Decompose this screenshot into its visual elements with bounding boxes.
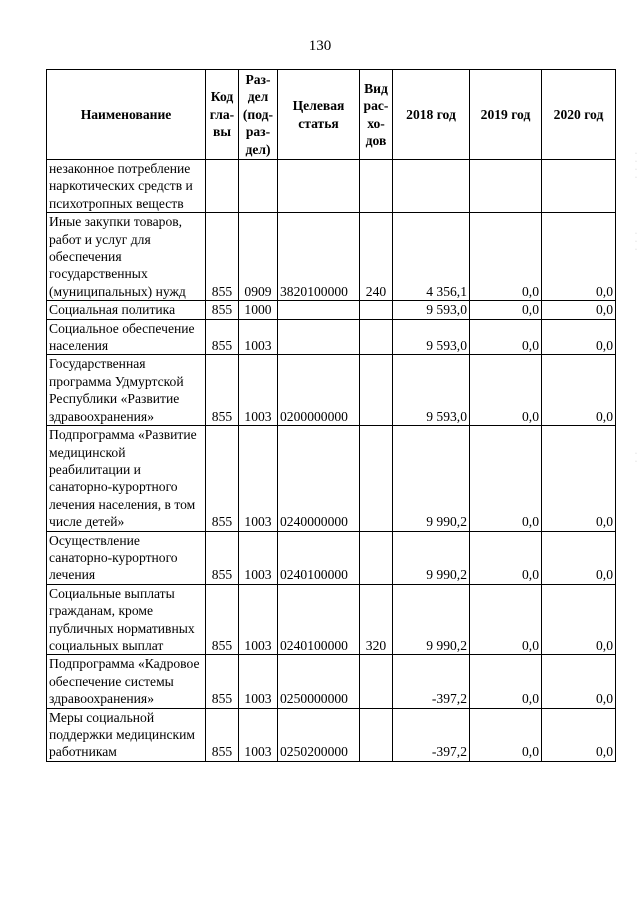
row-name: Подпрограмма «Развитие медицинской реабилитации и санаторно-курортного лечения населения, в том числе детей» [47, 426, 206, 531]
table-row [47, 355, 616, 426]
row-code: 855 [206, 355, 239, 426]
row-code: 855 [206, 319, 239, 355]
row-2020: 0,0 [542, 355, 616, 426]
row-2020: 0,0 [542, 655, 616, 708]
row-2019: 0,0 [470, 355, 542, 426]
row-2020: 0,0 [542, 213, 616, 301]
row-2018: 9 593,0 [393, 355, 470, 426]
table-row [47, 160, 616, 213]
row-code: 855 [206, 708, 239, 761]
row-kind [360, 355, 393, 426]
header-target: Целевая статья [278, 70, 360, 160]
row-2018: -397,2 [393, 708, 470, 761]
row-kind [360, 319, 393, 355]
row-kind: 320 [360, 584, 393, 655]
row-2019: 0,0 [470, 301, 542, 319]
row-section: 1003 [239, 708, 278, 761]
row-target: 0250200000 [278, 708, 360, 761]
row-2020: 0,0 [542, 426, 616, 531]
row-section: 1003 [239, 355, 278, 426]
row-section: 0909 [239, 213, 278, 301]
row-kind [360, 160, 393, 213]
row-2019: 0,0 [470, 584, 542, 655]
table-row [47, 301, 616, 319]
header-2018: 2018 год [393, 70, 470, 160]
row-2018: 9 593,0 [393, 319, 470, 355]
row-code: 855 [206, 655, 239, 708]
row-name: Иные закупки товаров, работ и услуг для обеспечения государственных (муниципальных) нужд [47, 213, 206, 301]
row-2019 [470, 160, 542, 213]
budget-table [46, 69, 616, 762]
header-section: Раз- дел (под- раз- дел) [239, 70, 278, 160]
table-row [47, 708, 616, 761]
row-2020: 0,0 [542, 708, 616, 761]
row-2019: 0,0 [470, 708, 542, 761]
scan-margin-marks: · · [635, 451, 637, 465]
header-row [47, 70, 616, 160]
row-2019: 0,0 [470, 213, 542, 301]
row-target: 0240100000 [278, 531, 360, 584]
row-kind [360, 708, 393, 761]
row-name: Социальное обеспечение населения [47, 319, 206, 355]
row-section: 1003 [239, 426, 278, 531]
row-2019: 0,0 [470, 655, 542, 708]
row-target: 0250000000 [278, 655, 360, 708]
row-name: Государственная программа Удмуртской Республики «Развитие здравоохранения» [47, 355, 206, 426]
row-section: 1000 [239, 301, 278, 319]
row-2018: 9 990,2 [393, 531, 470, 584]
row-name: Подпрограмма «Кадровое обеспечение системы здравоохранения» [47, 655, 206, 708]
row-target: 0200000000 [278, 355, 360, 426]
row-target: 0240100000 [278, 584, 360, 655]
row-kind [360, 301, 393, 319]
row-2018: 9 990,2 [393, 426, 470, 531]
row-name: незаконное потребление наркотических средств и психотропных веществ [47, 160, 206, 213]
row-code: 855 [206, 584, 239, 655]
table-row [47, 213, 616, 301]
row-section: 1003 [239, 584, 278, 655]
row-2020: 0,0 [542, 531, 616, 584]
row-2018: -397,2 [393, 655, 470, 708]
row-code: 855 [206, 426, 239, 531]
row-target [278, 301, 360, 319]
row-name: Социальная политика [47, 301, 206, 319]
page-number: 130 [308, 38, 332, 54]
table-row [47, 531, 616, 584]
row-2018: 9 990,2 [393, 584, 470, 655]
row-target: 3820100000 [278, 213, 360, 301]
scan-margin-marks: · · · · [635, 151, 637, 181]
row-target [278, 319, 360, 355]
header-2020: 2020 год [542, 70, 616, 160]
row-2020: 0,0 [542, 301, 616, 319]
header-kind: Вид рас- хо- дов [360, 70, 393, 160]
row-2020: 0,0 [542, 319, 616, 355]
row-kind: 240 [360, 213, 393, 301]
row-section: 1003 [239, 531, 278, 584]
row-2020 [542, 160, 616, 213]
row-2019: 0,0 [470, 426, 542, 531]
header-code: Код гла- вы [206, 70, 239, 160]
table-row [47, 584, 616, 655]
row-2018: 4 356,1 [393, 213, 470, 301]
row-target: 0240000000 [278, 426, 360, 531]
row-kind [360, 426, 393, 531]
row-code: 855 [206, 213, 239, 301]
row-code [206, 160, 239, 213]
row-2020: 0,0 [542, 584, 616, 655]
row-section [239, 160, 278, 213]
header-name: Наименование [47, 70, 206, 160]
row-code: 855 [206, 301, 239, 319]
row-name: Социальные выплаты гражданам, кроме публичных нормативных социальных выплат [47, 584, 206, 655]
header-2019: 2019 год [470, 70, 542, 160]
row-kind [360, 531, 393, 584]
row-section: 1003 [239, 319, 278, 355]
table-row [47, 426, 616, 531]
scan-margin-marks: · · · [635, 231, 637, 253]
row-kind [360, 655, 393, 708]
row-name: Меры социальной поддержки медицинским работникам [47, 708, 206, 761]
row-2018: 9 593,0 [393, 301, 470, 319]
row-target [278, 160, 360, 213]
row-section: 1003 [239, 655, 278, 708]
row-2019: 0,0 [470, 319, 542, 355]
row-code: 855 [206, 531, 239, 584]
row-2018 [393, 160, 470, 213]
table-row [47, 655, 616, 708]
table-row [47, 319, 616, 355]
row-name: Осуществление санаторно-курортного лечения [47, 531, 206, 584]
row-2019: 0,0 [470, 531, 542, 584]
